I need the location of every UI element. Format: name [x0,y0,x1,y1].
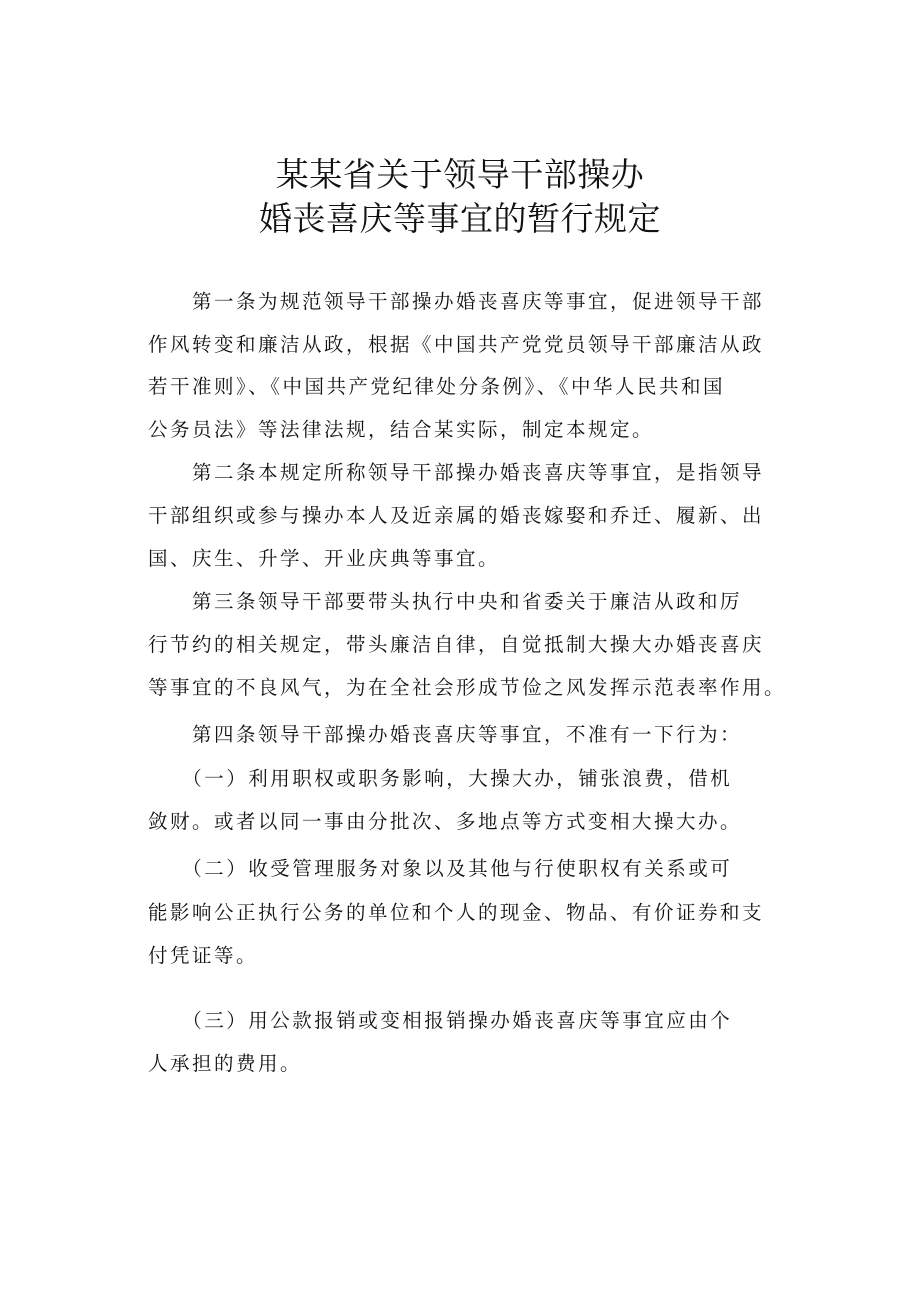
item-1-line-1: （一）利用职权或职务影响，大操大办，铺张浪费，借机 [148,767,733,790]
item-2-line-1: （二）收受管理服务对象以及其他与行使职权有关系或可 [148,857,733,880]
article-1-line-2: 作风转变和廉洁从政，根据《中国共产党党员领导干部廉洁从政 [148,333,765,356]
item-2-line-2: 能影响公正执行公务的单位和个人的现金、物品、有价证券和支 [148,901,765,924]
item-3-line-2: 人承担的费用。 [148,1052,303,1075]
document-title-line-1: 某某省关于领导干部操办 [275,155,645,194]
article-1-line-4: 公务员法》等法律法规，结合某实际，制定本规定。 [148,418,655,441]
article-3-line-3: 等事宜的不良风气，为在全社会形成节俭之风发挥示范表率作用。 [148,676,787,699]
item-2-line-3: 付凭证等。 [148,944,259,967]
article-4-line-1: 第四条领导干部操办婚丧喜庆等事宜，不准有一下行为： [148,723,743,746]
article-2-line-3: 国、庆生、升学、开业庆典等事宜。 [148,547,501,570]
article-1-line-1: 第一条为规范领导干部操办婚丧喜庆等事宜，促进领导干部 [148,290,765,313]
article-2-line-1: 第二条本规定所称领导干部操办婚丧喜庆等事宜，是指领导 [148,461,765,484]
item-3-line-1: （三）用公款报销或变相报销操办婚丧喜庆等事宜应由个 [148,1009,733,1032]
item-1-line-2: 敛财。或者以同一事由分批次、多地点等方式变相大操大办。 [148,810,743,833]
article-3-line-1: 第三条领导干部要带头执行中央和省委关于廉洁从政和厉 [148,590,743,613]
article-2-line-2: 干部组织或参与操办本人及近亲属的婚丧嫁娶和乔迁、履新、出 [148,504,765,527]
article-1-line-3: 若干准则》、《中国共产党纪律处分条例》、《中华人民共和国 [148,375,726,398]
article-3-line-2: 行节约的相关规定，带头廉洁自律，自觉抵制大操大办婚丧喜庆 [148,633,765,656]
document-title-line-2: 婚丧喜庆等事宜的暂行规定 [259,199,661,238]
